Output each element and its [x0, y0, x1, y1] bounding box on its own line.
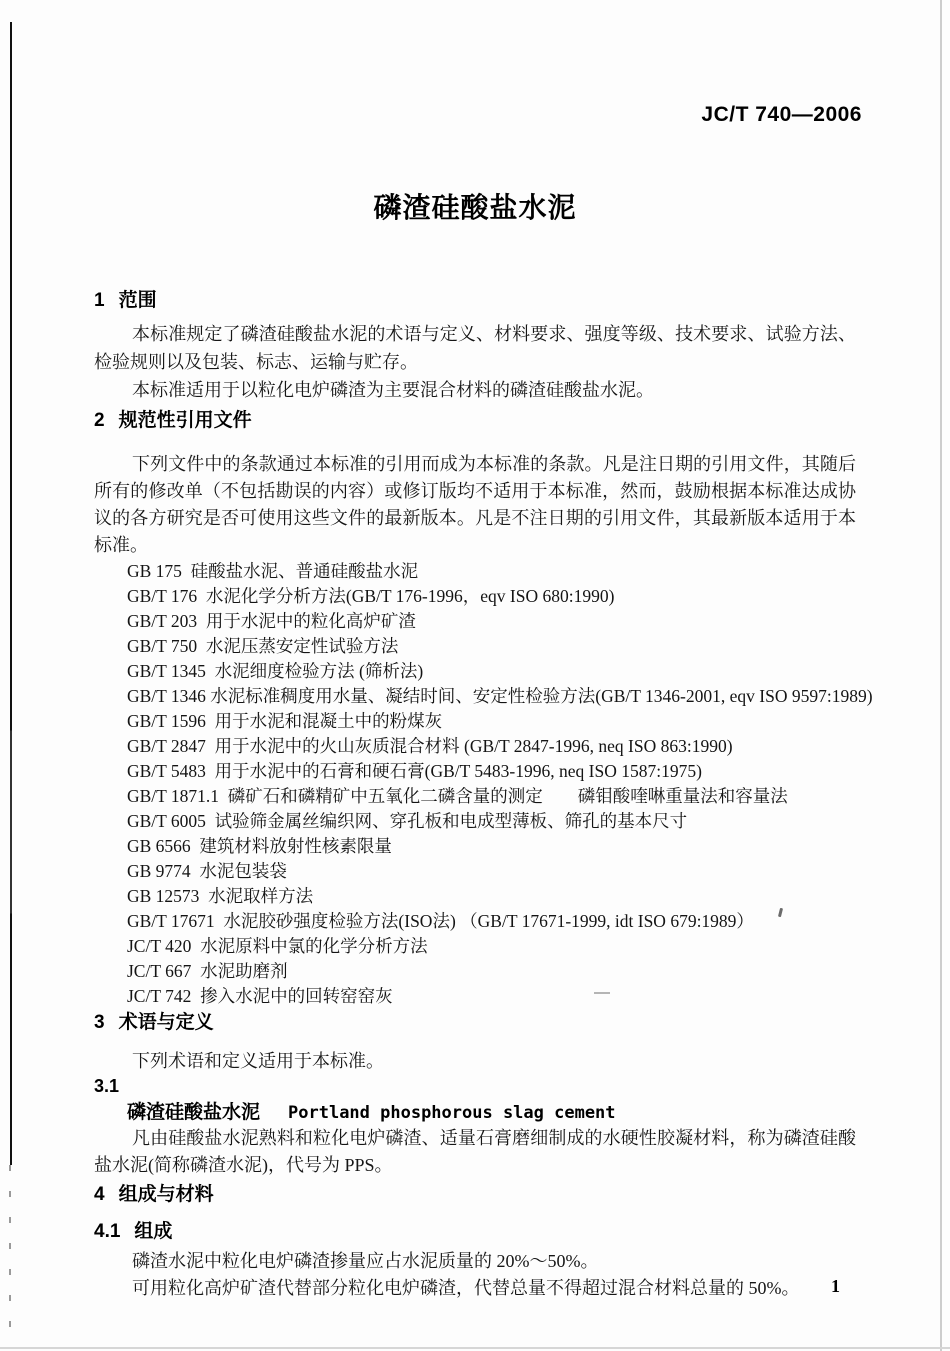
- section-1-heading: [94, 289, 856, 313]
- paragraph-terms-intro: 下列术语和定义适用于本标准。: [132, 1051, 384, 1071]
- clause-4-1-heading: [94, 1221, 856, 1243]
- section-title: 规范性引用文件: [118, 410, 252, 431]
- scan-edge-line-left-tail: [9, 1165, 11, 1335]
- reference-item: GB/T 5483 用于水泥中的石膏和硬石膏(GB/T 5483-1996, neq ISO 1587:1975): [127, 761, 702, 781]
- section-title: 范围: [118, 290, 157, 311]
- term-english: Portland phosphorous slag cement: [288, 1103, 616, 1123]
- section-title: 组成与材料: [118, 1184, 214, 1205]
- paragraph-term-definition: 凡由硅酸盐水泥熟料和粒化电炉磷渣、适量石膏磨细制成的水硬性胶凝材料，称为磷渣硅酸盐水泥(简称磷渣水泥)，代号为 PPS。: [94, 1128, 856, 1175]
- document-title: 磷渣硅酸盐水泥: [373, 192, 577, 223]
- clause-title: 组成: [134, 1221, 173, 1242]
- clause-number: 4.1: [94, 1221, 121, 1242]
- paragraph-scope-2: 本标准适用于以粒化电炉磷渣为主要混合材料的磷渣硅酸盐水泥。: [132, 380, 654, 400]
- reference-item: GB 12573 水泥取样方法: [127, 886, 314, 906]
- reference-item: GB/T 203 用于水泥中的粒化高炉矿渣: [127, 611, 416, 631]
- reference-item: GB/T 750 水泥压蒸安定性试验方法: [127, 636, 399, 656]
- reference-item: JC/T 420 水泥原料中氯的化学分析方法: [127, 936, 428, 956]
- section-4-heading: [94, 1183, 856, 1207]
- reference-item: GB/T 1346 水泥标准稠度用水量、凝结时间、安定性检验方法(GB/T 1346-2001, eqv ISO 9597:1989): [127, 686, 873, 706]
- scan-edge-line-bottom: [0, 1347, 950, 1349]
- section-number: 1: [94, 290, 105, 311]
- page-number: 1: [831, 1276, 840, 1296]
- paragraph-composition-1: 磷渣水泥中粒化电炉磷渣掺量应占水泥质量的 20%～50%。: [132, 1251, 599, 1271]
- clause-number-3-1: 3.1: [94, 1076, 120, 1096]
- reference-list: [94, 559, 873, 1009]
- paragraph-composition-2: 可用粒化高炉矿渣代替部分粒化电炉磷渣，代替总量不得超过混合材料总量的 50%。: [132, 1278, 800, 1298]
- section-2-heading: [94, 409, 856, 433]
- reference-item: GB/T 1596 用于水泥和混凝土中的粉煤灰: [127, 711, 443, 731]
- paragraph-references-intro: 下列文件中的条款通过本标准的引用而成为本标准的条款。凡是注日期的引用文件，其随后所有的修改单（不包括勘误的内容）或修订版均不适用于本标准，然而，鼓励根据本标准达成协议的各方研究是否可使用这些文件的最新版本。凡是不注日期的引用文件，其最新版本适用于本标准。: [94, 454, 856, 555]
- term-line: [127, 1101, 856, 1125]
- section-3-heading: [94, 1011, 856, 1035]
- reference-item: GB 6566 建筑材料放射性核素限量: [127, 836, 392, 856]
- standard-code: JC/T 740—2006: [701, 103, 862, 126]
- reference-item: GB/T 6005 试验筛金属丝编织网、穿孔板和电成型薄板、筛孔的基本尺寸: [127, 811, 688, 831]
- reference-item: GB/T 17671 水泥胶砂强度检验方法(ISO法) （GB/T 17671-1999, idt ISO 679:1989）: [127, 911, 754, 931]
- section-number: 4: [94, 1184, 105, 1205]
- reference-item: GB/T 176 水泥化学分析方法(GB/T 176-1996，eqv ISO 680:1990): [127, 586, 615, 606]
- term-chinese: 磷渣硅酸盐水泥: [127, 1102, 261, 1123]
- section-title: 术语与定义: [118, 1012, 214, 1033]
- reference-item: JC/T 667 水泥助磨剂: [127, 961, 288, 981]
- reference-item: GB/T 2847 用于水泥中的火山灰质混合材料 (GB/T 2847-1996, neq ISO 863:1990): [127, 736, 733, 756]
- reference-item: GB 9774 水泥包装袋: [127, 861, 287, 881]
- reference-item: GB/T 1345 水泥细度检验方法 (筛析法): [127, 661, 424, 681]
- section-number: 3: [94, 1012, 105, 1033]
- paragraph-scope-1: 本标准规定了磷渣硅酸盐水泥的术语与定义、材料要求、强度等级、技术要求、试验方法、检验规则以及包装、标志、运输与贮存。: [94, 324, 856, 372]
- document-body: [94, 0, 873, 1302]
- reference-item: GB 175 硅酸盐水泥、普通硅酸盐水泥: [127, 561, 419, 581]
- reference-item: GB/T 1871.1 磷矿石和磷精矿中五氧化二磷含量的测定 磷钼酸喹啉重量法和容量法: [127, 786, 788, 806]
- section-number: 2: [94, 410, 105, 431]
- reference-item: JC/T 742 掺入水泥中的回转窑窑灰: [127, 986, 393, 1006]
